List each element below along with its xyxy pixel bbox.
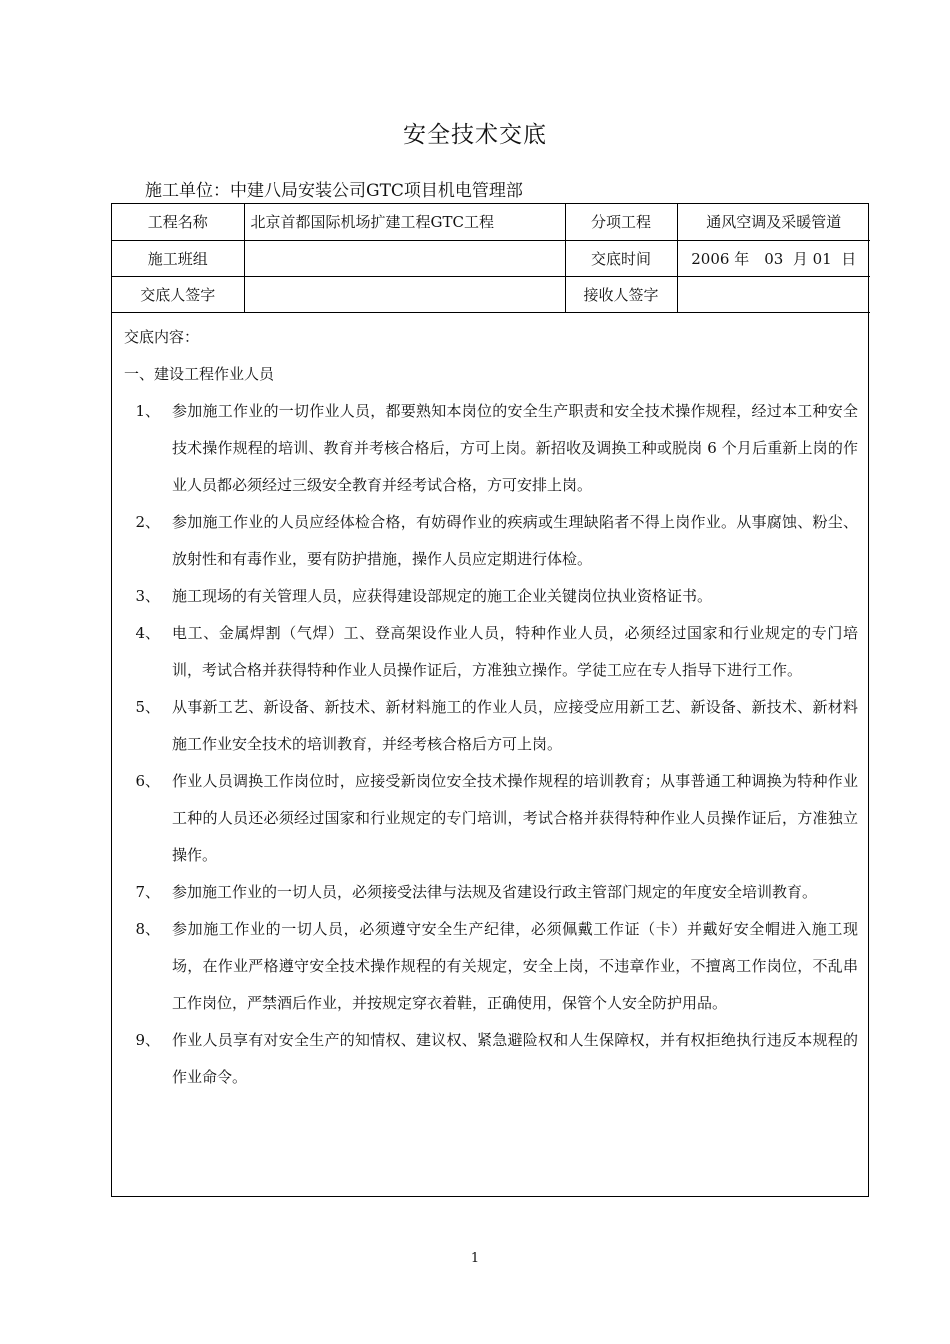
list-item [124, 911, 860, 1022]
document-title: 安全技术交底 [403, 122, 547, 148]
discloser-signature-value [244, 276, 565, 312]
item-text: 从事新工艺、新设备、新技术、新材料施工的作业人员，应接受应用新工艺、新设备、新技术、新材料施工作业安全技术的培训教育，并经考核合格后方可上岗。 [172, 697, 858, 753]
page-number: 1 [470, 1251, 480, 1266]
list-item [124, 874, 860, 911]
construction-unit-line: 施工单位：中建八局安装公司GTC项目机电管理部 [145, 181, 523, 201]
item-number: 6、 [135, 771, 160, 790]
item-number: 5、 [135, 697, 160, 716]
disclosure-date-label: 交底时间 [565, 240, 677, 276]
item-text: 参加施工作业的一切人员，必须遵守安全生产纪律，必须佩戴工作证（卡）并戴好安全帽进入施工现场，在作业严格遵守安全技术操作规程的有关规定，安全上岗，不违章作业，不擅离工作岗位，不乱串工作岗位，严禁酒后作业，并按规定穿衣着鞋，正确使用，保管个人安全防护用品。 [172, 919, 858, 1012]
disclosure-date-value: 2006 年 03 月 01 日 [677, 240, 870, 276]
header-row-signature [112, 276, 870, 312]
list-item [124, 504, 860, 578]
project-name-label: 工程名称 [112, 204, 244, 240]
list-item [124, 393, 860, 504]
item-number: 1、 [135, 401, 160, 420]
disclosure-form [111, 203, 869, 1197]
sub-project-value: 通风空调及采暖管道 [677, 204, 870, 240]
item-number: 2、 [135, 512, 160, 531]
item-text: 作业人员调换工作岗位时，应接受新岗位安全技术操作规程的培训教育；从事普通工种调换为特种作业工种的人员还必须经过国家和行业规定的专门培训，考试合格并获得特种作业人员操作证后，方准独立操作。 [172, 771, 858, 864]
item-text: 电工、金属焊割（气焊）工、登高架设作业人员，特种作业人员，必须经过国家和行业规定的专门培训，考试合格并获得特种作业人员操作证后，方准独立操作。学徒工应在专人指导下进行工作。 [172, 623, 858, 679]
content-heading: 交底内容： [124, 327, 200, 346]
sub-project-label: 分项工程 [565, 204, 677, 240]
item-number: 7、 [135, 882, 160, 901]
section-heading: 一、建设工程作业人员 [124, 364, 275, 383]
item-number: 4、 [135, 623, 160, 642]
work-team-value [244, 240, 565, 276]
item-number: 3、 [135, 586, 160, 605]
item-number: 8、 [135, 919, 160, 938]
discloser-signature-label: 交底人签字 [112, 276, 244, 312]
disclosure-content [112, 313, 868, 1096]
item-text: 施工现场的有关管理人员，应获得建设部规定的施工企业关键岗位执业资格证书。 [172, 586, 713, 605]
list-item [124, 578, 860, 615]
list-item [124, 1022, 860, 1096]
list-item [124, 689, 860, 763]
item-text: 参加施工作业的人员应经体检合格，有妨碍作业的疾病或生理缺陷者不得上岗作业。从事腐蚀、粉尘、放射性和有毒作业，要有防护措施，操作人员应定期进行体检。 [172, 512, 858, 568]
item-text: 参加施工作业的一切人员，必须接受法律与法规及省建设行政主管部门规定的年度安全培训教育。 [172, 882, 818, 901]
item-number: 9、 [135, 1030, 160, 1049]
header-row-team [112, 240, 870, 276]
project-name-value: 北京首都国际机场扩建工程GTC工程 [244, 204, 565, 240]
receiver-signature-label: 接收人签字 [565, 276, 677, 312]
item-text: 作业人员享有对安全生产的知情权、建议权、紧急避险权和人生保障权，并有权拒绝执行违反本规程的作业命令。 [172, 1030, 858, 1086]
header-row-project [112, 204, 870, 240]
item-text: 参加施工作业的一切作业人员，都要熟知本岗位的安全生产职责和安全技术操作规程，经过本工种安全技术操作规程的培训、教育并考核合格后，方可上岗。新招收及调换工种或脱岗 6 个月后重新上岗的作业人员都必须经过三级安全教育并经考试合格，方可安排上岗。 [172, 401, 858, 494]
work-team-label: 施工班组 [112, 240, 244, 276]
receiver-signature-value [677, 276, 870, 312]
list-item [124, 615, 860, 689]
form-header-table [112, 204, 870, 313]
list-item [124, 763, 860, 874]
